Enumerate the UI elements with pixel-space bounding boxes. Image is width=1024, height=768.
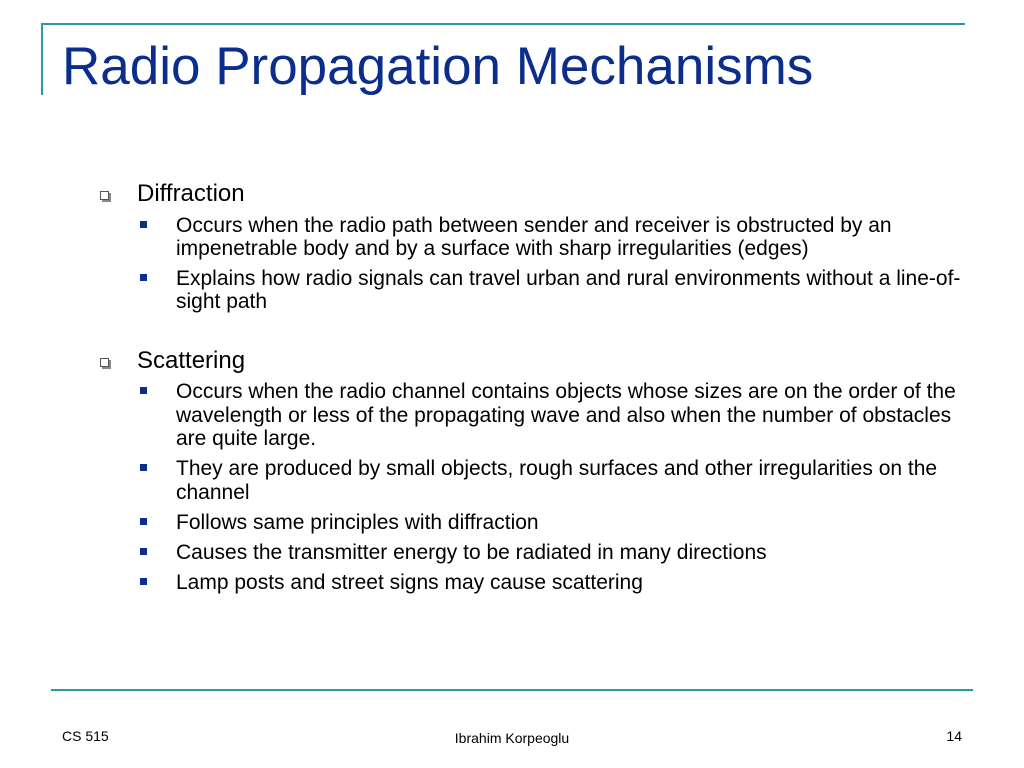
list-item	[137, 267, 980, 314]
hollow-square-bullet-icon	[100, 191, 109, 200]
bullet-text: Explains how radio signals can travel urban and rural environments without a line-of-sight path	[176, 267, 961, 314]
bullet-text: Occurs when the radio channel contains objects whose sizes are on the order of the wavelength or less of the propagating wave and also when the number of obstacles are quite large.	[176, 380, 956, 450]
square-bullet-icon	[140, 274, 147, 281]
list-item	[137, 541, 980, 564]
slide-title: Radio Propagation Mechanisms	[62, 37, 814, 96]
square-bullet-icon	[140, 518, 147, 525]
square-bullet-icon	[140, 578, 147, 585]
list-item	[137, 457, 980, 504]
section-heading: Scattering	[137, 346, 246, 374]
top-frame-line	[41, 23, 965, 25]
section-diffraction	[100, 180, 980, 314]
bullet-text: Occurs when the radio path between sender and receiver is obstructed by an impenetrable body and by a surface with sharp irregularities (edges)	[176, 213, 892, 260]
bullet-text: Follows same principles with diffraction	[176, 510, 539, 534]
bullet-text: They are produced by small objects, rough surfaces and other irregularities on the channel	[176, 457, 938, 504]
page-number: 14	[946, 728, 962, 744]
bullet-text: Causes the transmitter energy to be radiated in many directions	[176, 541, 767, 565]
hollow-square-bullet-icon	[100, 358, 109, 367]
list-item	[137, 380, 980, 450]
list-item	[137, 571, 980, 594]
left-frame-line	[41, 23, 43, 95]
bullet-list	[137, 214, 980, 314]
bullet-list	[137, 380, 980, 594]
square-bullet-icon	[140, 221, 147, 228]
footer-course: CS 515	[62, 728, 109, 744]
list-item	[137, 511, 980, 534]
bullet-text: Lamp posts and street signs may cause scattering	[176, 571, 643, 595]
slide-content	[100, 180, 980, 602]
section-heading: Diffraction	[137, 180, 245, 207]
square-bullet-icon	[140, 464, 147, 471]
square-bullet-icon	[140, 548, 147, 555]
list-item	[137, 214, 980, 261]
square-bullet-icon	[140, 387, 147, 394]
footer-divider	[51, 689, 973, 691]
footer-author: Ibrahim Korpeoglu	[454, 730, 570, 746]
section-scattering	[100, 347, 980, 595]
